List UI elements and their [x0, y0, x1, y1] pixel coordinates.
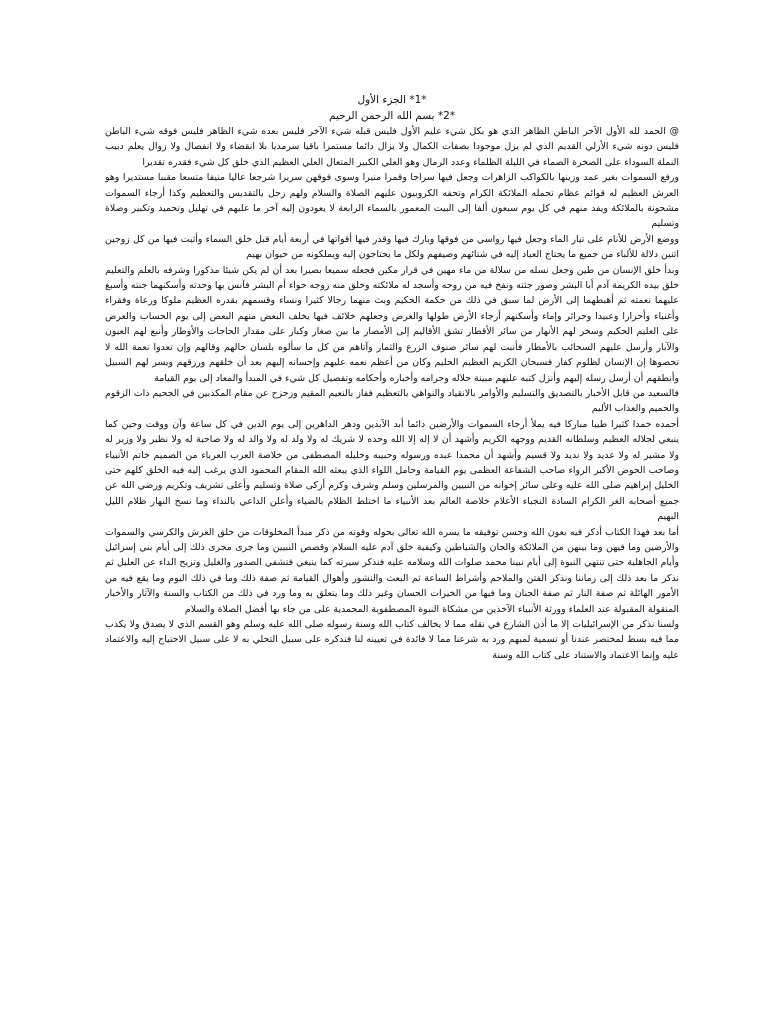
paragraph-8: ولسنا نذكر من الإسرائيليات إلا ما أذن الشارع في نقله مما لا يخالف كتاب الله وسنة رسوله صلى الله عليه وسلم وهو القسم الذي لا يصدق ولا يكذب مما فيه بسط لمختصر عندنا أو تسمية لمبهم ورد به شرعنا مما لا فائدة في تعيينه لنا فنذكره على سبيل التحلي به لا على سبيل الاحتياج إليه والاعتماد عليه وإنما الاعتماد والاستناد على كتاب الله وسنة	[105, 619, 679, 661]
paragraph-3: ووضع الأرض للأنام على تيار الماء وجعل فيها رواسي من فوقها وبارك فيها وقدر فيها أقواتها في أربعة أيام قبل خلق السماء وأثبت فيها من كل زوجين اثنين دلالة للألباء من جميع ما يحتاج العباد إليه في شتائهم وصيفهم ولكل ما يحتاجون إليه ويملكونه من حيوان بهيم	[105, 233, 679, 261]
paragraph-4: وبدأ خلق الإنسان من طين وجعل نسله من سلالة من ماء مهين في قرار مكين فجعله سميعا بصيرا بعد أن لم يكن شيئا مذكورا وشرفه بالعلم والتعليم خلق بيده الكريمة آدم أبا البشر وصور جثته ونفخ فيه من روحه وأسجد له ملائكته وخلق منه زوجه حواء أم البشر فآنس بها وحدته وأسكنهما جنته وأسبغ عليهما نعمته ثم أهبطهما إلى الأرض لما سبق في ذلك من حكمة الحكيم وبث منهما رجالا كثيرا ونساء وقسمهم بقدره العظيم ملوكا ورعاة وفقراء وأغنياء وأحرارا وعبيدا وحرائر وإماء وأسكنهم أرجاء الأرض طولها والعرض وجعلهم خلائف فيها يخلف البعض منهم البعض إلى يوم الحساب والعرض على العليم الحكيم وسخر لهم الأنهار من سائر الأقطار تشق الأقاليم إلى الأمصار ما بين صغار وكبار على مقدار الحاجات والأوطار وأنبع لهم العيون والآبار وأرسل عليهم السحائب بالأمطار فأنبت لهم سائر صنوف الزرع والثمار وآتاهم من كل ما سألوه بلسان حالهم وقالهم وإن تعدوا نعمة الله لا تحصوها إن الإنسان لظلوم كفار فسبحان الكريم العظيم الحليم وكان من أعظم نعمه عليهم وإحسانه إليهم بعد أن خلقهم ورزقهم ويسر لهم السبيل وأنطقهم أن أرسل رسله إليهم وأنزل كتبه عليهم مبينة حلاله وحرامه وأخباره وأحكامه وتفصيل كل شيء في المبدأ والمعاد إلى يوم القيامة	[105, 264, 679, 384]
paragraph-7: أما بعد فهذا الكتاب أذكر فيه بعون الله وحسن توفيقه ما يسره الله تعالى بحوله وقوته من ذكر مبدأ المخلوقات من خلق العرش والكرسي والسموات والأرضين وما فيهن وما بينهن من الملائكة والجان والشياطين وكيفية خلق آدم عليه السلام وقصص النبيين وما جرى مجرى ذلك إلى أيام بني إسرائيل وأيام الجاهلية حتى تنتهي النبوة إلى أيام نبينا محمد صلوات الله وسلامه عليه فنذكر سيرته كما ينبغي فتشفي الصدور والغليل وتزيح الداء عن العليل ثم نذكر ما بعد ذلك إلى زماننا ونذكر الفتن والملاحم وأشراط الساعة ثم البعث والنشور وأهوال القيامة ثم صفة ذلك وما في ذلك اليوم وما يقع فيه من الأمور الهائلة ثم صفة النار ثم صفة الجنان وما فيها من الخيرات الحسان وغير ذلك وما يتعلق به وما ورد في ذلك من الكتاب والسنة والآثار والأخبار المنقولة المقبولة عند العلماء وورثة الأنبياء الآخذين من مشكاة النبوة المصطفوية المحمدية على من جاء بها أفضل الصلاة والسلام	[105, 526, 679, 615]
basmala-heading: *2* بسم الله الرحمن الرحيم	[328, 110, 456, 122]
paragraph-1: @ الحمد لله الأول الآخر الباطن الظاهر الذي هو بكل شيء عليم الأول فليس قبله شيء الآخر فليس بعده شيء الظاهر فليس فوقه شيء الباطن فليس دونه شيء الأزلي القديم الذي لم يزل موجودا بصفات الكمال ولا يزال دائما مستمرا باقيا سرمديا بلا انقضاء ولا انفصال ولا زوال يعلم دبيب النملة السوداء على الصخرة الصماء في الليلة الظلماء وعدد الرمال وهو العلي الكبير المتعال العلي العظيم الذي خلق كل شيء فقدره تقديرا	[105, 126, 679, 168]
paragraph-2: ورفع السموات بغير عمد وزينها بالكواكب الزاهرات وجعل فيها سراجا وقمرا منيرا وسوى فوقهن سريرا شرجعا عاليا منيفا متسعا مقببا مستديرا وهو العرش العظيم له قوائم عظام تحمله الملائكة الكرام وتحفه الكروبيون عليهم الصلاة والسلام ولهم زجل بالتقديس والتعظيم وكذا أرجاء السموات مشحونة بالملائكة ويفد منهم في كل يوم سبعون ألفا إلى البيت المعمور بالسماء الرابعة لا يعودون إليه آخر ما عليهم في تهليل وتحميد وتكبير وصلاة وتسليم	[105, 172, 679, 230]
document-body	[105, 92, 679, 902]
paragraph-5: فالسعيد من قابل الأخبار بالتصديق والتسليم والأوامر بالانقياد والنواهي بالتعظيم ففاز بالنعيم المقيم وزحزح عن مقام المكذبين في الجحيم ذات الزقوم والحميم والعذاب الأليم	[105, 387, 679, 415]
part-heading: *1* الجزء الأول	[357, 94, 427, 106]
paragraph-6: أحمده حمدا كثيرا طيبا مباركا فيه يملأ أرجاء السموات والأرضين دائما أبد الآبدين ودهر الداهرين إلى يوم الدين في كل ساعة وآن ووقت وحين كما ينبغي لجلاله العظيم وسلطانه القديم ووجهه الكريم وأشهد أن لا إله إلا الله وحده لا شريك له ولا ولد له ولا والد له ولا صاحبة له ولا نظير ولا وزير له ولا مشير له ولا عديد ولا نديد ولا قسيم وأشهد أن محمدا عبده ورسوله وحبيبه وخليله المصطفى من خلاصة العرب العرباء من الصميم خاتم الأنبياء وصاحب الحوض الأكبر الرواء صاحب الشفاعة العظمى يوم القيامة وحامل اللواء الذي يبعثه الله المقام المحمود الذي يرغب إليه فيه الخلق كلهم حتى الخليل إبراهيم صلى الله عليه وعلى سائر إخوانه من النبيين والمرسلين وسلم وشرف وكرم أزكى صلاة وتسليم وأعلى تشريف وتكريم ورضي الله عن جميع أصحابه الغر الكرام السادة النجباء الأعلام خلاصة العالم بعد الأنبياء ما اختلط الظلام بالضياء وأعلن الداعي بالنداء وما نسخ النهار ظلام الليل البهيم	[105, 418, 679, 523]
